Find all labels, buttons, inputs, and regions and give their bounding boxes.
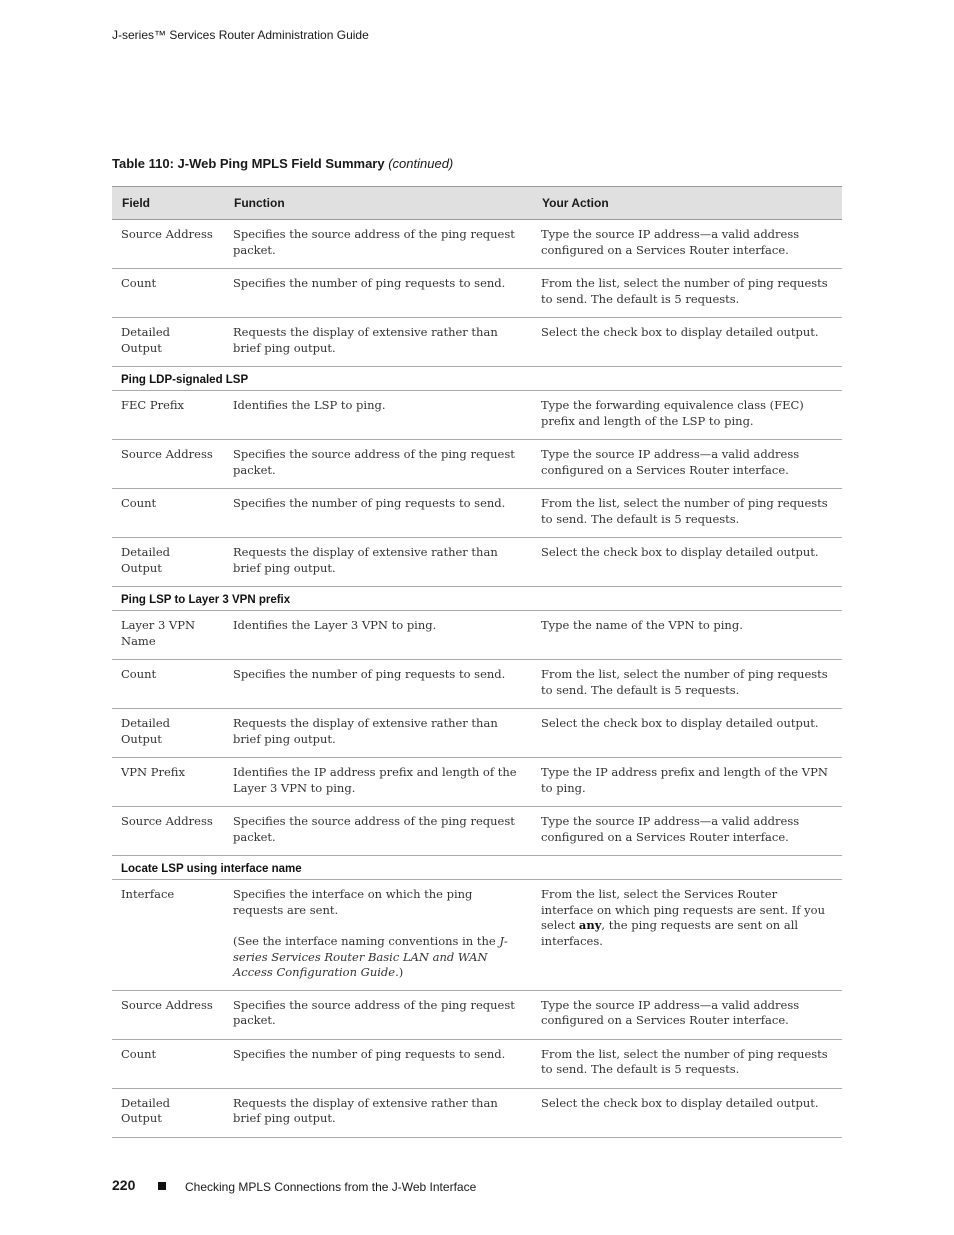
cell-field: Detailed Output [121, 325, 171, 355]
table-row [112, 709, 842, 758]
function-text: Specifies the source address of the ping request packet. [233, 227, 515, 257]
table-row [112, 1039, 842, 1088]
function-text: Specifies the interface on which the ping requests are sent. [233, 887, 473, 917]
table-row [112, 391, 842, 440]
cell-your-action: Select the check box to display detailed output. [541, 545, 819, 559]
running-header: J-series™ Services Router Administration Guide [112, 28, 369, 42]
cell-your-action: From the list, select the number of ping requests to send. The default is 5 requests. [541, 496, 828, 526]
page-number: 220 [112, 1177, 136, 1193]
cell-your-action: Type the source IP address—a valid address configured on a Services Router interface. [541, 997, 800, 1027]
function-text: Specifies the source address of the ping request packet. [233, 997, 515, 1027]
table-caption [112, 156, 453, 171]
function-text: Identifies the Layer 3 VPN to ping. [233, 618, 437, 632]
cell-field: Detailed Output [121, 1095, 171, 1125]
cell-your-action: Select the check box to display detailed output. [541, 1095, 819, 1110]
cell-function [224, 807, 532, 856]
cell-function [224, 660, 532, 709]
cell-function [224, 990, 532, 1039]
cell-your-action: From the list, select the number of ping requests to send. The default is 5 requests. [541, 276, 828, 306]
cell-field: Source Address [121, 227, 213, 241]
footer-square-bullet-icon [158, 1182, 166, 1190]
cell-function [224, 220, 532, 269]
cell-function [224, 318, 532, 367]
cell-your-action: Type the name of the VPN to ping. [541, 618, 743, 632]
cell-function [224, 391, 532, 440]
cell-field: Source Address [121, 997, 213, 1012]
section-row [112, 587, 842, 611]
column-header-function: Function [234, 196, 285, 210]
table-caption-label: Table 110: J-Web Ping MPLS Field Summary [112, 156, 385, 171]
table-header-row [112, 187, 842, 220]
table-caption-continued: (continued) [388, 156, 454, 171]
cell-field: Interface [121, 887, 175, 901]
table-row [112, 880, 842, 991]
section-title: Ping LDP-signaled LSP [121, 374, 249, 386]
function-text: Requests the display of extensive rather than brief ping output. [233, 545, 498, 575]
cell-function [224, 440, 532, 489]
table-row [112, 489, 842, 538]
cell-your-action: From the list, select the number of ping requests to send. The default is 5 requests. [541, 1046, 828, 1076]
cell-your-action [532, 880, 842, 991]
cell-field: Detailed Output [121, 545, 171, 575]
cell-function [224, 880, 532, 991]
table-body [112, 220, 842, 1138]
cell-function [224, 1039, 532, 1088]
table-row [112, 660, 842, 709]
cell-your-action: Type the source IP address—a valid address configured on a Services Router interface. [541, 814, 800, 844]
cell-field: Count [121, 1046, 157, 1061]
column-header-your-action: Your Action [542, 196, 609, 210]
column-header-field: Field [122, 196, 151, 210]
function-text: Identifies the IP address prefix and length of the Layer 3 VPN to ping. [233, 765, 517, 795]
function-text: Specifies the number of ping requests to send. [233, 667, 506, 681]
cell-your-action: Type the forwarding equivalence class (FEC) prefix and length of the LSP to ping. [541, 398, 804, 428]
cell-field: Count [121, 667, 157, 681]
function-text: Specifies the source address of the ping request packet. [233, 814, 515, 844]
table-row [112, 611, 842, 660]
cell-function [224, 538, 532, 587]
cell-field: VPN Prefix [121, 765, 185, 779]
section-title: Locate LSP using interface name [121, 863, 302, 875]
cell-your-action: Type the source IP address—a valid address configured on a Services Router interface. [541, 447, 800, 477]
cell-function [224, 1088, 532, 1137]
cell-your-action: Select the check box to display detailed output. [541, 716, 819, 730]
cell-field: Detailed Output [121, 716, 171, 746]
cell-your-action: Type the IP address prefix and length of the VPN to ping. [541, 765, 828, 795]
table-row [112, 990, 842, 1039]
function-text: Specifies the number of ping requests to send. [233, 1046, 506, 1061]
table-row [112, 758, 842, 807]
field-summary-table [112, 186, 842, 1138]
table-row [112, 538, 842, 587]
function-note [233, 934, 522, 981]
section-row [112, 367, 842, 391]
cell-field: Count [121, 496, 157, 510]
action-text: , the ping requests are sent on all interfaces. [541, 918, 799, 948]
table-row [112, 318, 842, 367]
cell-function [224, 611, 532, 660]
action-text: From the list, select the Services Router interface on which ping requests are sent. If you select [541, 887, 826, 932]
cell-field: Source Address [121, 814, 213, 828]
function-text: Requests the display of extensive rather than brief ping output. [233, 325, 498, 355]
cell-field: Count [121, 276, 157, 290]
cell-field: Layer 3 VPN Name [121, 618, 196, 648]
cell-your-action: From the list, select the number of ping requests to send. The default is 5 requests. [541, 667, 828, 697]
table-row [112, 1088, 842, 1137]
cell-field: Source Address [121, 447, 213, 461]
function-note-text: (See the interface naming conventions in the [233, 934, 500, 948]
guide-reference: J-series Services Router Basic LAN and WAN Access Configuration Guide [233, 934, 508, 979]
function-text: Specifies the number of ping requests to send. [233, 496, 506, 510]
footer-section-title: Checking MPLS Connections from the J-Web Interface [185, 1180, 477, 1194]
function-text: Identifies the LSP to ping. [233, 398, 386, 412]
table-row [112, 220, 842, 269]
action-keyword: any [578, 918, 602, 932]
function-text: Requests the display of extensive rather than brief ping output. [233, 716, 498, 746]
table-row [112, 440, 842, 489]
cell-function [224, 269, 532, 318]
cell-your-action: Type the source IP address—a valid address configured on a Services Router interface. [541, 227, 800, 257]
table-row [112, 269, 842, 318]
cell-function [224, 489, 532, 538]
section-title: Ping LSP to Layer 3 VPN prefix [121, 594, 291, 606]
cell-field: FEC Prefix [121, 398, 185, 412]
cell-your-action: Select the check box to display detailed output. [541, 325, 819, 339]
function-note-text: .) [395, 965, 404, 979]
table-row [112, 807, 842, 856]
function-text: Specifies the source address of the ping request packet. [233, 447, 515, 477]
cell-function [224, 709, 532, 758]
cell-function [224, 758, 532, 807]
function-text: Specifies the number of ping requests to send. [233, 276, 506, 290]
section-row [112, 856, 842, 880]
function-text: Requests the display of extensive rather than brief ping output. [233, 1095, 498, 1125]
